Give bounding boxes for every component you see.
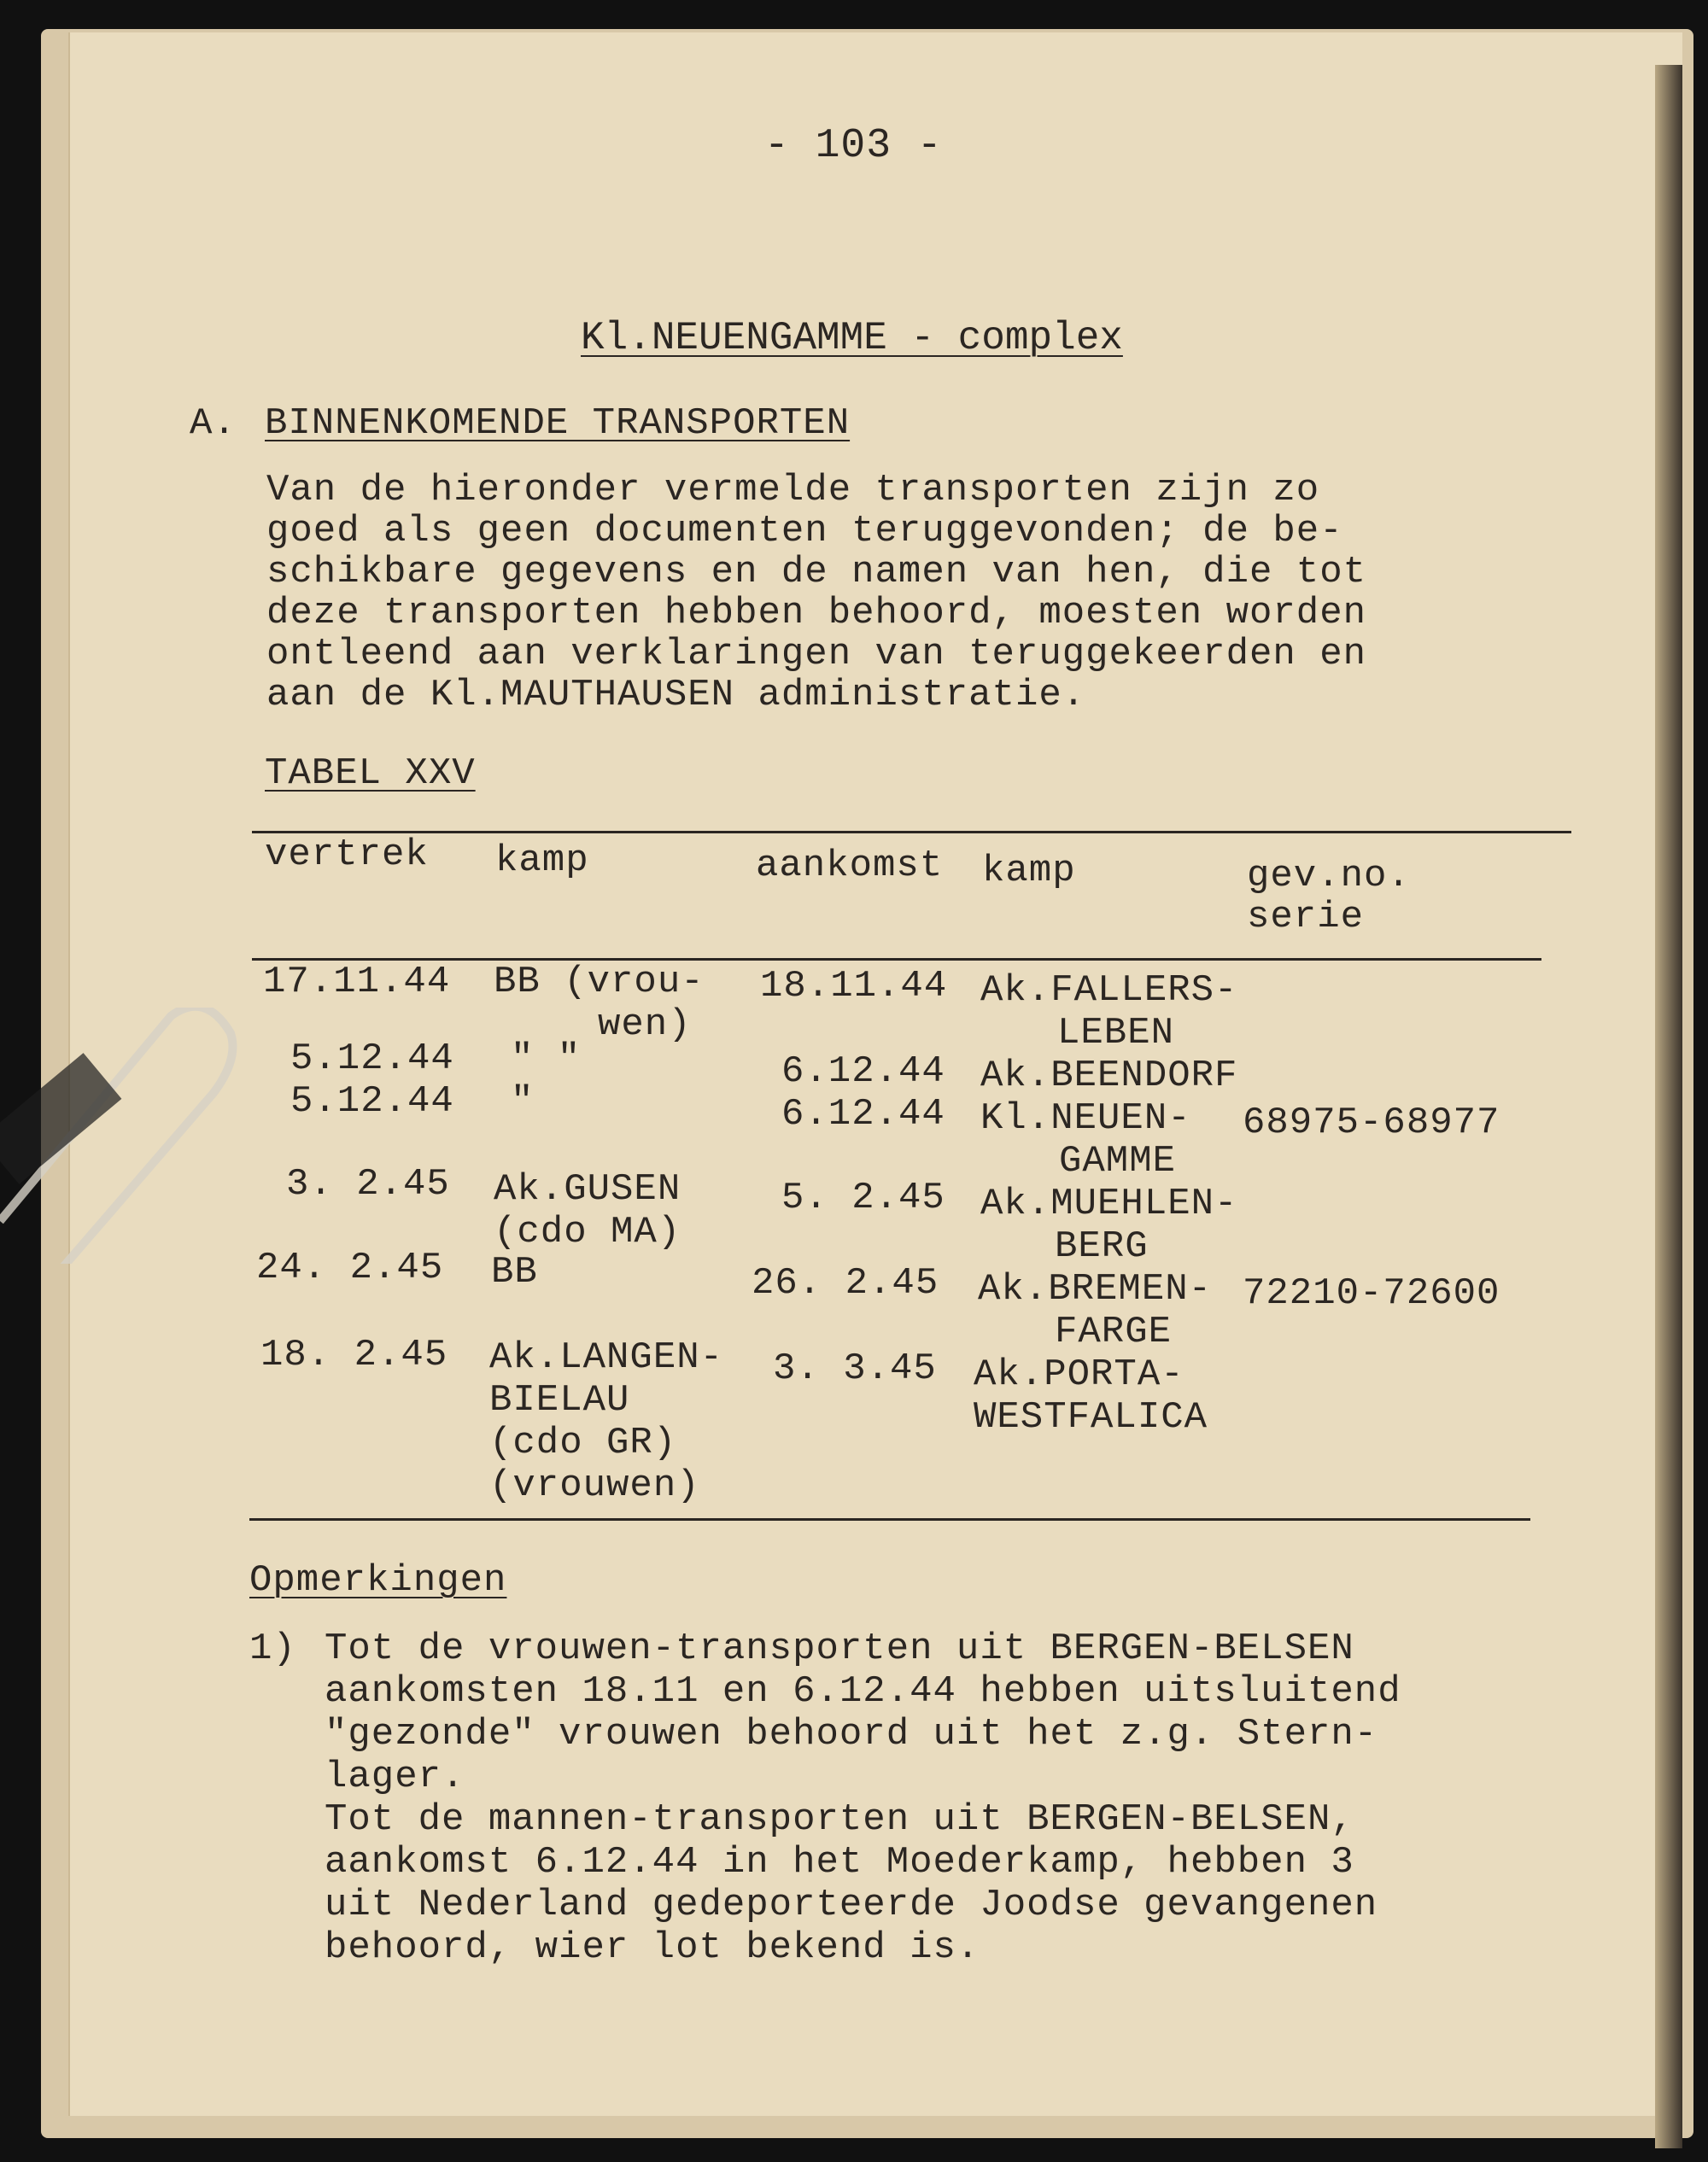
paragraph-line: aan de Kl.MAUTHAUSEN administratie. <box>266 674 1086 716</box>
header-departure-camp: kamp <box>495 839 589 882</box>
remark-line: Tot de mannen-transporten uit BERGEN-BELSEN, <box>325 1798 1354 1841</box>
table-cell: WESTFALICA <box>974 1396 1208 1439</box>
table-cell: (cdo GR) <box>489 1422 677 1464</box>
remark-line: Tot de vrouwen-transporten uit BERGEN-BELSEN <box>325 1627 1354 1670</box>
table-cell: 26. 2.45 <box>752 1262 939 1305</box>
paragraph-line: ontleend aan verklaringen van teruggekeerden en <box>266 633 1367 675</box>
paragraph-line: schikbare gegevens en de namen van hen, die tot <box>266 551 1367 593</box>
table-cell: " " <box>511 1037 582 1080</box>
table-cell: BIELAU <box>489 1379 630 1422</box>
paragraph-line: goed als geen documenten teruggevonden; de be- <box>266 510 1343 552</box>
remark-line: behoord, wier lot bekend is. <box>325 1926 980 1969</box>
page-binding-edge <box>1655 65 1682 2148</box>
table-cell: BB <box>491 1251 538 1294</box>
table-cell: 5.12.44 <box>290 1037 454 1080</box>
table-cell: 5. 2.45 <box>781 1177 945 1219</box>
header-series-line-2: serie <box>1247 896 1365 938</box>
remark-line: lager. <box>325 1756 465 1798</box>
page-title: Kl.NEUENGAMME - complex <box>581 316 1123 360</box>
table-cell: 6.12.44 <box>781 1050 945 1093</box>
table-cell: 18. 2.45 <box>260 1334 448 1376</box>
table-cell: BERG <box>1055 1225 1149 1268</box>
table-cell: Ak.BEENDORF <box>980 1055 1238 1097</box>
table-cell: GAMME <box>1059 1140 1177 1183</box>
table-cell: Kl.NEUEN- <box>980 1097 1191 1140</box>
table-cell: 3. 3.45 <box>773 1347 937 1390</box>
remark-line: aankomsten 18.11 en 6.12.44 hebben uitsluitend <box>325 1670 1401 1713</box>
table-cell: Ak.LANGEN- <box>489 1336 724 1379</box>
table-label: TABEL XXV <box>265 752 476 795</box>
table-cell: 6.12.44 <box>781 1093 945 1136</box>
paragraph-line: deze transporten hebben behoord, moesten worden <box>266 592 1367 634</box>
table-cell: (cdo MA) <box>494 1211 681 1253</box>
remark-line: "gezonde" vrouwen behoord uit het z.g. Stern- <box>325 1713 1378 1756</box>
header-arrival-camp: kamp <box>982 850 1076 892</box>
table-cell: 3. 2.45 <box>286 1163 450 1206</box>
table-cell: 17.11.44 <box>263 961 451 1003</box>
table-cell: (vrouwen) <box>489 1464 700 1507</box>
table-cell: 5.12.44 <box>290 1080 454 1123</box>
table-cell: " <box>511 1080 535 1123</box>
remark-number: 1) <box>249 1627 296 1670</box>
table-cell: Ak.GUSEN <box>494 1168 681 1211</box>
table-top-rule <box>252 831 1571 833</box>
paragraph-line: Van de hieronder vermelde transporten zijn zo <box>266 469 1320 511</box>
header-arrival: aankomst <box>756 844 944 887</box>
header-departure: vertrek <box>265 833 429 876</box>
table-cell: 18.11.44 <box>760 965 948 1008</box>
table-bottom-rule <box>249 1518 1530 1521</box>
section-heading: BINNENKOMENDE TRANSPORTEN <box>265 402 851 445</box>
table-cell: 72210-72600 <box>1243 1272 1500 1315</box>
remark-line: aankomst 6.12.44 in het Moederkamp, hebben 3 <box>325 1841 1354 1884</box>
paperclip-icon <box>0 1008 239 1264</box>
table-cell: Ak.BREMEN- <box>978 1268 1213 1311</box>
section-letter: A. <box>190 402 237 445</box>
table-cell: Ak.PORTA- <box>974 1353 1184 1396</box>
remark-line: uit Nederland gedeporteerde Joodse gevangenen <box>325 1884 1378 1926</box>
header-series-line-1: gev.no. <box>1247 855 1411 897</box>
table-cell: Ak.FALLERS- <box>980 969 1238 1012</box>
table-cell: FARGE <box>1055 1311 1173 1353</box>
page-number: - 103 - <box>764 123 943 169</box>
table-cell: 68975-68977 <box>1243 1101 1500 1144</box>
remarks-heading: Opmerkingen <box>249 1559 507 1602</box>
table-cell: LEBEN <box>1057 1012 1175 1055</box>
table-cell: Ak.MUEHLEN- <box>980 1183 1238 1225</box>
table-cell: BB (vrou- <box>494 961 705 1003</box>
table-cell: 24. 2.45 <box>256 1247 444 1289</box>
table-cell: wen) <box>598 1003 692 1046</box>
